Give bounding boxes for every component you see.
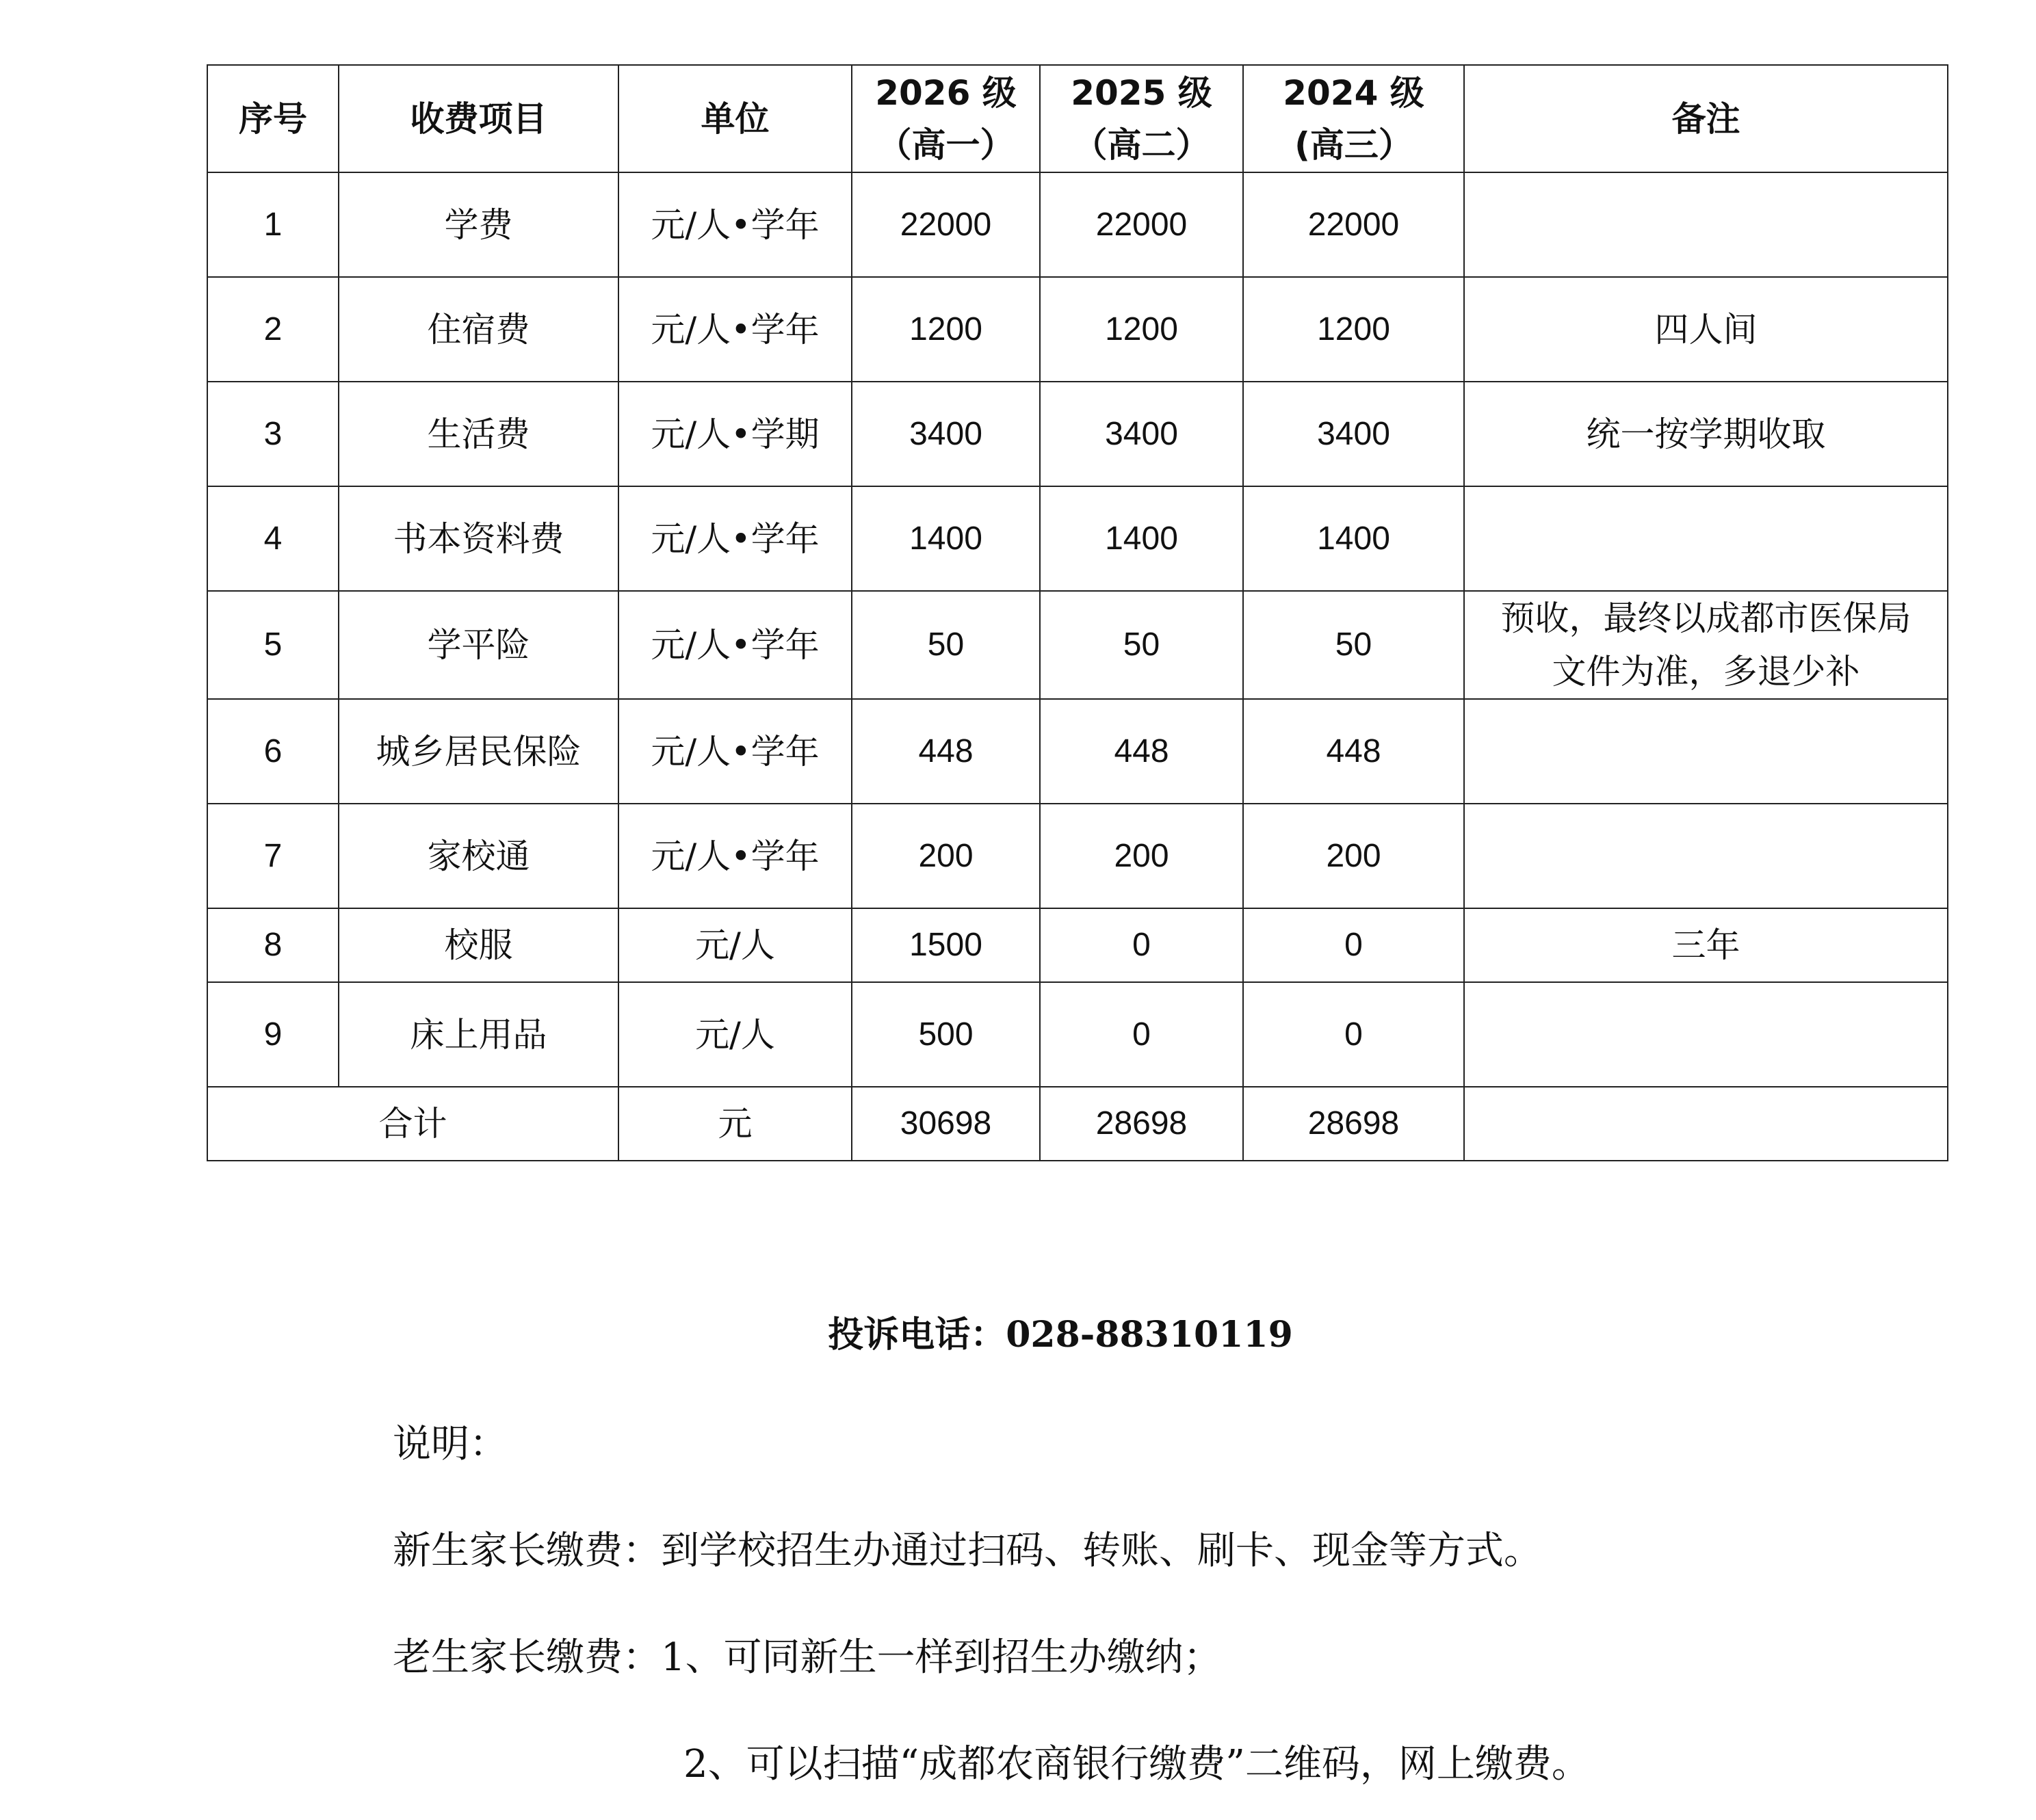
- total-note: [1464, 1087, 1948, 1161]
- row-note: [1464, 486, 1948, 591]
- row-amount-2024: 0: [1243, 908, 1464, 982]
- total-unit: 元: [618, 1087, 852, 1161]
- row-amount-2026: 50: [852, 591, 1040, 699]
- header-grade-2024-level: (高三）: [1294, 124, 1413, 165]
- table-row: [207, 699, 1948, 804]
- row-item: 校服: [339, 908, 618, 982]
- row-seq: 5: [207, 591, 339, 699]
- total-label: 合计: [207, 1087, 618, 1161]
- row-seq: 7: [207, 804, 339, 908]
- row-item: 家校通: [339, 804, 618, 908]
- row-unit: 元/人•学年: [618, 486, 852, 591]
- row-amount-2025: 1400: [1040, 486, 1243, 591]
- row-amount-2026: 200: [852, 804, 1040, 908]
- table-row: [207, 804, 1948, 908]
- row-note: [1464, 982, 1948, 1087]
- row-unit: 元/人•学期: [618, 382, 852, 486]
- row-amount-2026: 500: [852, 982, 1040, 1087]
- header-grade-2025-year: 2025 级: [1071, 72, 1212, 113]
- row-amount-2026: 1400: [852, 486, 1040, 591]
- header-grade-2026-level: （高一）: [877, 124, 1015, 165]
- row-item: 床上用品: [339, 982, 618, 1087]
- header-grade-2025: [1040, 65, 1243, 172]
- row-amount-2024: 1200: [1243, 277, 1464, 382]
- table-row: [207, 486, 1948, 591]
- row-seq: 1: [207, 172, 339, 277]
- row-amount-2024: 200: [1243, 804, 1464, 908]
- row-seq: 3: [207, 382, 339, 486]
- row-amount-2025: 448: [1040, 699, 1243, 804]
- total-row: [207, 1087, 1948, 1161]
- row-unit: 元/人•学年: [618, 172, 852, 277]
- row-unit: 元/人: [618, 982, 852, 1087]
- table-row: [207, 908, 1948, 982]
- header-grade-2024-year: 2024 级: [1283, 72, 1424, 113]
- row-amount-2024: 22000: [1243, 172, 1464, 277]
- table-row: [207, 172, 1948, 277]
- row-amount-2026: 1200: [852, 277, 1040, 382]
- row-note-line: 预收，最终以成都市医保局: [1500, 598, 1911, 638]
- total-amount-2026: 30698: [852, 1087, 1040, 1161]
- header-note: 备注: [1464, 65, 1948, 172]
- row-amount-2025: 3400: [1040, 382, 1243, 486]
- row-seq: 9: [207, 982, 339, 1087]
- row-amount-2024: 50: [1243, 591, 1464, 699]
- row-item: 住宿费: [339, 277, 618, 382]
- row-amount-2026: 22000: [852, 172, 1040, 277]
- row-item: 学费: [339, 172, 618, 277]
- row-amount-2025: 50: [1040, 591, 1243, 699]
- row-item: 学平险: [339, 591, 618, 699]
- row-unit: 元/人•学年: [618, 277, 852, 382]
- total-amount-2024: 28698: [1243, 1087, 1464, 1161]
- row-amount-2026: 3400: [852, 382, 1040, 486]
- row-amount-2024: 3400: [1243, 382, 1464, 486]
- notes-returning-student-payment: 老生家长缴费：1、可同新生一样到招生办缴纳；: [393, 1635, 1222, 1680]
- row-amount-2024: 448: [1243, 699, 1464, 804]
- row-note: 统一按学期收取: [1464, 382, 1948, 486]
- row-note: [1464, 699, 1948, 804]
- row-amount-2024: 1400: [1243, 486, 1464, 591]
- header-grade-2026-year: 2026 级: [875, 72, 1017, 113]
- row-amount-2025: 0: [1040, 982, 1243, 1087]
- notes-online-payment: 2、可以扫描“成都农商银行缴费”二维码，网上缴费。: [683, 1742, 1590, 1786]
- total-amount-2025: 28698: [1040, 1087, 1243, 1161]
- row-item: 生活费: [339, 382, 618, 486]
- header-item: 收费项目: [339, 65, 618, 172]
- fee-table: [207, 64, 1948, 1161]
- table-row: [207, 982, 1948, 1087]
- row-note: [1464, 172, 1948, 277]
- row-amount-2025: 22000: [1040, 172, 1243, 277]
- header-grade-2024: [1243, 65, 1464, 172]
- row-note-line: 文件为准，多退少补: [1552, 652, 1860, 691]
- row-amount-2026: 1500: [852, 908, 1040, 982]
- table-header-row: [207, 65, 1948, 172]
- payment-notes: [393, 1417, 1966, 1792]
- row-seq: 8: [207, 908, 339, 982]
- row-amount-2025: 200: [1040, 804, 1243, 908]
- table-row: [207, 277, 1948, 382]
- row-item: 书本资料费: [339, 486, 618, 591]
- row-seq: 6: [207, 699, 339, 804]
- notes-new-student-payment: 新生家长缴费：到学校招生办通过扫码、转账、刷卡、现金等方式。: [393, 1529, 1542, 1573]
- table-row: [207, 591, 1948, 699]
- table-row: [207, 382, 1948, 486]
- row-note: 三年: [1464, 908, 1948, 982]
- row-unit: 元/人•学年: [618, 699, 852, 804]
- header-grade-2025-level: （高二）: [1073, 124, 1210, 165]
- row-item: 城乡居民保险: [339, 699, 618, 804]
- header-seq: 序号: [207, 65, 339, 172]
- row-amount-2024: 0: [1243, 982, 1464, 1087]
- row-note: [1464, 804, 1948, 908]
- header-grade-2026: [852, 65, 1040, 172]
- row-unit: 元/人•学年: [618, 804, 852, 908]
- header-unit: 单位: [618, 65, 852, 172]
- row-unit: 元/人•学年: [618, 591, 852, 699]
- row-seq: 4: [207, 486, 339, 591]
- row-unit: 元/人: [618, 908, 852, 982]
- row-seq: 2: [207, 277, 339, 382]
- notes-heading: 说明：: [393, 1422, 508, 1466]
- row-amount-2025: 0: [1040, 908, 1243, 982]
- row-amount-2026: 448: [852, 699, 1040, 804]
- row-amount-2025: 1200: [1040, 277, 1243, 382]
- row-note: 四人间: [1464, 277, 1948, 382]
- complaint-hotline: 投诉电话：028-88310119: [828, 1314, 1293, 1356]
- row-note: [1464, 591, 1948, 699]
